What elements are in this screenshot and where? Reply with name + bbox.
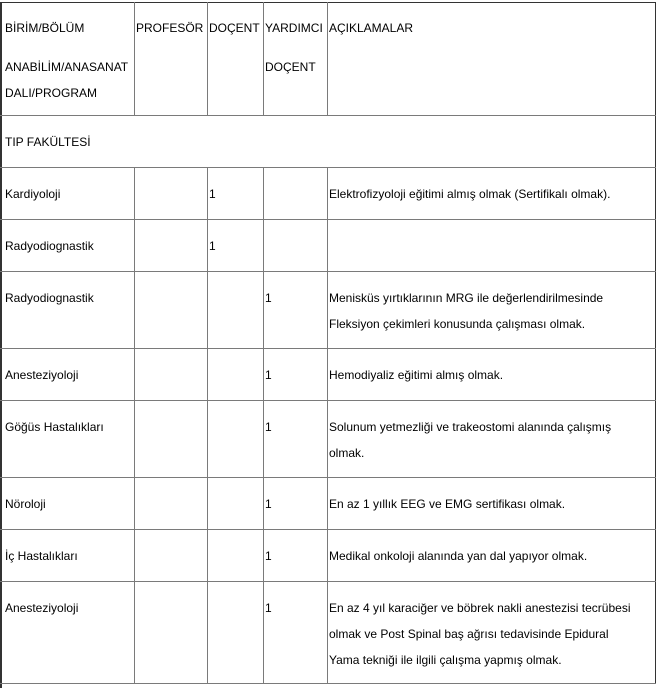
header-aciklamalar xyxy=(327,2,655,115)
profesor-cell xyxy=(134,272,207,348)
docent-cell xyxy=(207,530,263,581)
table-row xyxy=(0,401,656,478)
yardimci-docent-cell xyxy=(263,168,327,219)
yardimci-docent-cell: 1 xyxy=(263,582,327,683)
staff-table xyxy=(0,2,656,684)
profesor-cell xyxy=(134,401,207,477)
docent-cell: 1 xyxy=(207,168,263,219)
aciklama-line: Medikal onkoloji alanında yan dal yapıyor olmak. xyxy=(329,549,588,563)
yardimci-docent-cell: 1 xyxy=(263,401,327,477)
profesor-cell xyxy=(134,168,207,219)
aciklama-line: Fleksiyon çekimleri konusunda çalışması olmak. xyxy=(329,317,586,331)
unit-cell: Nöroloji xyxy=(5,497,46,511)
aciklama-line: olmak ve Post Spinal baş ağrısı tedavisinde Epidural xyxy=(329,627,609,641)
header-unit-line: ANABİLİM/ANASANAT xyxy=(5,60,129,74)
docent-cell: 1 xyxy=(207,220,263,271)
aciklama-line: En az 1 yıllık EEG ve EMG sertifikası olmak. xyxy=(329,497,566,511)
docent-cell xyxy=(207,478,263,529)
aciklama-line: olmak. xyxy=(329,446,365,460)
docent-cell xyxy=(207,272,263,348)
aciklama-cell xyxy=(327,582,655,683)
docent-cell xyxy=(207,582,263,683)
header-yardimci-docent xyxy=(263,2,327,115)
section-title: TIP FAKÜLTESİ xyxy=(5,135,91,149)
table-row xyxy=(0,220,656,272)
aciklama-line: Hemodiyaliz eğitimi almış olmak. xyxy=(329,368,504,382)
aciklama-cell xyxy=(327,168,655,219)
header-unit xyxy=(2,2,134,115)
unit-cell: Anesteziyoloji xyxy=(5,368,79,382)
header-profesor xyxy=(134,2,207,115)
aciklama-line: Solunum yetmezliği ve trakeostomi alanında çalışmış xyxy=(329,420,612,434)
docent-cell xyxy=(207,401,263,477)
aciklama-line: Yama tekniği ile ilgili çalışma yapmış olmak. xyxy=(329,653,562,667)
yardimci-docent-cell: 1 xyxy=(263,478,327,529)
yardimci-docent-cell: 1 xyxy=(263,349,327,400)
header-yardimci-line: DOÇENT xyxy=(265,60,316,74)
table-row xyxy=(0,272,656,349)
yardimci-docent-cell: 1 xyxy=(263,272,327,348)
table-row xyxy=(0,168,656,220)
profesor-cell xyxy=(134,478,207,529)
unit-cell: İç Hastalıkları xyxy=(5,549,78,563)
table-row xyxy=(0,478,656,530)
table-header-row xyxy=(0,2,656,116)
profesor-cell xyxy=(134,349,207,400)
header-aciklamalar-text: AÇIKLAMALAR xyxy=(329,21,414,35)
header-unit-line: DALI/PROGRAM xyxy=(5,86,98,100)
aciklama-line: En az 4 yıl karaciğer ve böbrek nakli anestezisi tecrübesi xyxy=(329,601,631,615)
unit-cell: Kardiyoloji xyxy=(5,187,61,201)
table-row xyxy=(0,530,656,582)
docent-cell xyxy=(207,349,263,400)
yardimci-docent-cell xyxy=(263,220,327,271)
header-unit-line: BİRİM/BÖLÜM xyxy=(5,21,85,35)
header-yardimci-line: YARDIMCI xyxy=(265,21,323,35)
section-row xyxy=(0,116,656,168)
aciklama-cell xyxy=(327,401,655,477)
table-row xyxy=(0,582,656,684)
aciklama-cell xyxy=(327,220,655,271)
table-row xyxy=(0,349,656,401)
unit-cell: Radyodiognastik xyxy=(5,239,94,253)
profesor-cell xyxy=(134,220,207,271)
aciklama-cell xyxy=(327,530,655,581)
unit-cell: Radyodiognastik xyxy=(5,291,94,305)
header-docent xyxy=(207,2,263,115)
profesor-cell xyxy=(134,530,207,581)
yardimci-docent-cell: 1 xyxy=(263,530,327,581)
aciklama-cell xyxy=(327,478,655,529)
header-docent-text: DOÇENT xyxy=(209,21,260,35)
aciklama-cell xyxy=(327,272,655,348)
profesor-cell xyxy=(134,582,207,683)
unit-cell: Anesteziyoloji xyxy=(5,601,79,615)
unit-cell: Göğüs Hastalıkları xyxy=(5,420,104,434)
aciklama-cell xyxy=(327,349,655,400)
header-profesor-text: PROFESÖR xyxy=(136,21,204,35)
aciklama-line: Menisküs yırtıklarının MRG ile değerlendirilmesinde xyxy=(329,291,604,305)
aciklama-line: Elektrofizyoloji eğitimi almış olmak (Sertifikalı olmak). xyxy=(329,187,611,201)
